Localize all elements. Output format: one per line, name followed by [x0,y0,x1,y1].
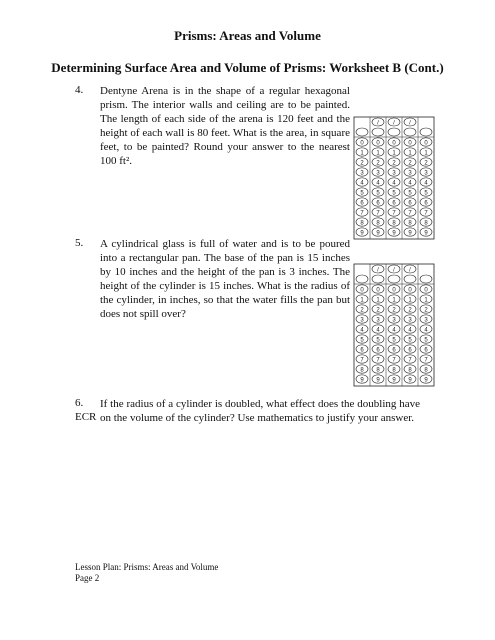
digit-bubble-q5-col-2-3[interactable] [372,315,384,324]
svg-text:0: 0 [392,140,396,147]
svg-text:0: 0 [376,287,380,294]
digit-bubble-q4-col-3-3[interactable] [388,168,400,177]
digit-bubble-q4-col-5-9[interactable] [420,228,432,237]
svg-text:7: 7 [424,357,428,364]
decimal-bubble-q4-col-2[interactable] [372,128,384,136]
digit-bubble-q4-col-1-0[interactable] [356,138,368,147]
digit-bubble-q5-col-1-2[interactable] [356,305,368,314]
decimal-bubble-q5-col-5[interactable] [420,275,432,283]
digit-bubble-q4-col-2-0[interactable] [372,138,384,147]
digit-bubble-q4-col-3-5[interactable] [388,188,400,197]
digit-bubble-q4-col-3-8[interactable] [388,218,400,227]
digit-bubble-q4-col-3-4[interactable] [388,178,400,187]
svg-text:8: 8 [392,220,396,227]
digit-bubble-q4-col-1-7[interactable] [356,208,368,217]
digit-bubble-q4-col-5-7[interactable] [420,208,432,217]
decimal-bubble-q4-col-3[interactable] [388,128,400,136]
svg-text:8: 8 [424,367,428,374]
question-6-number: 6. [75,397,84,409]
digit-bubble-q5-col-3-2[interactable] [388,305,400,314]
decimal-bubble-q4-col-1[interactable] [356,128,368,136]
digit-bubble-q4-col-4-8[interactable] [404,218,416,227]
digit-bubble-q5-col-1-6[interactable] [356,345,368,354]
svg-text:2: 2 [392,307,396,314]
svg-text:1: 1 [376,297,380,304]
svg-text:1: 1 [360,150,364,157]
svg-text:2: 2 [360,307,364,314]
svg-text:1: 1 [392,150,396,157]
digit-bubble-q4-col-2-5[interactable] [372,188,384,197]
digit-bubble-q5-col-1-9[interactable] [356,375,368,384]
question-6-text: If the radius of a cylinder is doubled, what effect does the doubling have on the volume of the cylinder? Use mathematics to justify your answer. [100,398,420,424]
digit-bubble-q5-col-5-9[interactable] [420,375,432,384]
decimal-bubble-q4-col-5[interactable] [420,128,432,136]
digit-bubble-q5-col-4-0[interactable] [404,285,416,294]
digit-bubble-q4-col-5-0[interactable] [420,138,432,147]
digit-bubble-q4-col-5-3[interactable] [420,168,432,177]
digit-bubble-q5-col-2-1[interactable] [372,295,384,304]
svg-text:7: 7 [392,357,396,364]
svg-text:5: 5 [360,337,364,344]
svg-text:5: 5 [376,337,380,344]
svg-text:3: 3 [424,317,428,324]
question-4-number: 4. [75,84,84,96]
digit-bubble-q5-col-1-3[interactable] [356,315,368,324]
digit-bubble-q5-col-4-6[interactable] [404,345,416,354]
answer-grid-question-4[interactable] [352,115,436,237]
svg-text:1: 1 [376,150,380,157]
svg-text:5: 5 [424,190,428,197]
digit-bubble-q4-col-2-6[interactable] [372,198,384,207]
digit-bubble-q4-col-2-1[interactable] [372,148,384,157]
digit-bubble-q4-col-4-1[interactable] [404,148,416,157]
digit-bubble-q4-col-4-7[interactable] [404,208,416,217]
svg-text:4: 4 [392,327,396,334]
svg-text:0: 0 [360,140,364,147]
svg-text:1: 1 [360,297,364,304]
digit-bubble-q4-col-5-6[interactable] [420,198,432,207]
digit-bubble-q5-col-1-5[interactable] [356,335,368,344]
digit-bubble-q4-col-2-7[interactable] [372,208,384,217]
digit-bubble-q4-col-5-8[interactable] [420,218,432,227]
svg-text:5: 5 [408,190,412,197]
svg-text:2: 2 [376,307,380,314]
digit-bubble-q4-col-5-1[interactable] [420,148,432,157]
digit-bubble-q4-col-1-6[interactable] [356,198,368,207]
svg-text:/: / [393,120,395,127]
digit-bubble-q5-col-4-9[interactable] [404,375,416,384]
svg-text:0: 0 [376,140,380,147]
svg-text:8: 8 [392,367,396,374]
digit-bubble-q5-col-5-6[interactable] [420,345,432,354]
svg-text:3: 3 [376,170,380,177]
slash-bubble-q5-col-3[interactable] [388,265,400,274]
svg-text:/: / [377,267,379,274]
svg-text:5: 5 [392,337,396,344]
decimal-bubble-q5-col-4[interactable] [404,275,416,283]
digit-bubble-q4-col-4-9[interactable] [404,228,416,237]
svg-text:0: 0 [424,287,428,294]
digit-bubble-q4-col-1-3[interactable] [356,168,368,177]
digit-bubble-q5-col-1-0[interactable] [356,285,368,294]
digit-bubble-q5-col-1-8[interactable] [356,365,368,374]
svg-text:6: 6 [360,200,364,207]
svg-text:3: 3 [360,170,364,177]
digit-bubble-q5-col-3-3[interactable] [388,315,400,324]
slash-bubble-q4-col-2[interactable] [372,118,384,127]
digit-bubble-q4-col-1-2[interactable] [356,158,368,167]
digit-bubble-q4-col-3-2[interactable] [388,158,400,167]
svg-text:7: 7 [360,357,364,364]
digit-bubble-q4-col-3-7[interactable] [388,208,400,217]
digit-bubble-q5-col-3-5[interactable] [388,335,400,344]
page-title: Prisms: Areas and Volume [174,28,321,43]
digit-bubble-q5-col-3-6[interactable] [388,345,400,354]
svg-text:1: 1 [408,297,412,304]
decimal-bubble-q5-col-2[interactable] [372,275,384,283]
svg-text:3: 3 [360,317,364,324]
digit-bubble-q5-col-5-1[interactable] [420,295,432,304]
digit-bubble-q5-col-3-7[interactable] [388,355,400,364]
digit-bubble-q4-col-2-2[interactable] [372,158,384,167]
svg-text:4: 4 [360,180,364,187]
digit-bubble-q4-col-1-8[interactable] [356,218,368,227]
decimal-bubble-q4-col-4[interactable] [404,128,416,136]
digit-bubble-q5-col-5-3[interactable] [420,315,432,324]
svg-text:4: 4 [392,180,396,187]
svg-text:9: 9 [392,230,396,237]
digit-bubble-q5-col-5-4[interactable] [420,325,432,334]
svg-text:4: 4 [360,327,364,334]
digit-bubble-q4-col-3-9[interactable] [388,228,400,237]
svg-text:3: 3 [392,317,396,324]
svg-text:9: 9 [376,230,380,237]
digit-bubble-q4-col-3-1[interactable] [388,148,400,157]
svg-text:2: 2 [360,160,364,167]
svg-text:/: / [409,120,411,127]
worksheet-subtitle: Determining Surface Area and Volume of Prisms: Worksheet B (Cont.) [51,60,444,75]
digit-bubble-q5-col-3-1[interactable] [388,295,400,304]
svg-text:6: 6 [424,200,428,207]
slash-bubble-q4-col-4[interactable] [404,118,416,127]
svg-text:6: 6 [408,200,412,207]
svg-text:2: 2 [392,160,396,167]
svg-text:5: 5 [392,190,396,197]
svg-text:6: 6 [392,200,396,207]
svg-text:1: 1 [424,297,428,304]
svg-text:9: 9 [408,230,412,237]
svg-text:/: / [409,267,411,274]
slash-bubble-q5-col-2[interactable] [372,265,384,274]
digit-bubble-q4-col-5-2[interactable] [420,158,432,167]
svg-text:7: 7 [408,357,412,364]
svg-text:0: 0 [408,287,412,294]
footer-lesson-plan: Lesson Plan: Prisms: Areas and Volume [75,562,219,572]
svg-text:0: 0 [424,140,428,147]
svg-text:5: 5 [360,190,364,197]
svg-text:8: 8 [360,367,364,374]
digit-bubble-q5-col-2-0[interactable] [372,285,384,294]
digit-bubble-q5-col-1-4[interactable] [356,325,368,334]
digit-bubble-q5-col-3-4[interactable] [388,325,400,334]
svg-text:1: 1 [392,297,396,304]
digit-bubble-q4-col-5-4[interactable] [420,178,432,187]
digit-bubble-q5-col-2-5[interactable] [372,335,384,344]
decimal-bubble-q5-col-1[interactable] [356,275,368,283]
svg-text:8: 8 [408,220,412,227]
digit-bubble-q4-col-1-1[interactable] [356,148,368,157]
digit-bubble-q4-col-3-6[interactable] [388,198,400,207]
digit-bubble-q5-col-2-6[interactable] [372,345,384,354]
svg-text:2: 2 [424,307,428,314]
digit-bubble-q4-col-4-5[interactable] [404,188,416,197]
svg-text:1: 1 [424,150,428,157]
digit-bubble-q4-col-4-0[interactable] [404,138,416,147]
digit-bubble-q5-col-5-5[interactable] [420,335,432,344]
svg-text:9: 9 [424,230,428,237]
svg-text:1: 1 [408,150,412,157]
digit-bubble-q4-col-2-8[interactable] [372,218,384,227]
digit-bubble-q5-col-4-7[interactable] [404,355,416,364]
svg-text:6: 6 [376,347,380,354]
svg-text:7: 7 [424,210,428,217]
svg-text:3: 3 [392,170,396,177]
svg-text:5: 5 [376,190,380,197]
svg-text:7: 7 [392,210,396,217]
digit-bubble-q5-col-4-8[interactable] [404,365,416,374]
svg-text:0: 0 [360,287,364,294]
digit-bubble-q4-col-2-9[interactable] [372,228,384,237]
digit-bubble-q5-col-2-2[interactable] [372,305,384,314]
digit-bubble-q5-col-4-3[interactable] [404,315,416,324]
svg-text:7: 7 [360,210,364,217]
digit-bubble-q4-col-2-3[interactable] [372,168,384,177]
svg-text:4: 4 [424,327,428,334]
svg-text:4: 4 [376,327,380,334]
answer-grid-question-5[interactable] [352,262,436,384]
svg-text:6: 6 [392,347,396,354]
svg-text:7: 7 [376,357,380,364]
svg-text:6: 6 [360,347,364,354]
svg-text:8: 8 [360,220,364,227]
digit-bubble-q4-col-5-5[interactable] [420,188,432,197]
digit-bubble-q4-col-3-0[interactable] [388,138,400,147]
digit-bubble-q4-col-4-4[interactable] [404,178,416,187]
digit-bubble-q5-col-3-8[interactable] [388,365,400,374]
digit-bubble-q4-col-4-2[interactable] [404,158,416,167]
svg-text:9: 9 [376,377,380,384]
svg-text:4: 4 [408,180,412,187]
svg-text:4: 4 [424,180,428,187]
svg-text:2: 2 [408,307,412,314]
svg-text:4: 4 [408,327,412,334]
digit-bubble-q5-col-2-7[interactable] [372,355,384,364]
digit-bubble-q5-col-2-9[interactable] [372,375,384,384]
slash-bubble-q4-col-3[interactable] [388,118,400,127]
question-5-text: A cylindrical glass is full of water and is to be poured into a rectangular pan. The base of the pan is 15 inches by 10 inches and the height of the pan is 3 inches. The height of the cylinder is 15 inches. What is the radius of the cylinder, in inches, so that the water fills the pan but does not spill over? [100,238,350,320]
digit-bubble-q4-col-1-4[interactable] [356,178,368,187]
svg-text:2: 2 [376,160,380,167]
svg-text:3: 3 [424,170,428,177]
digit-bubble-q5-col-3-9[interactable] [388,375,400,384]
digit-bubble-q5-col-5-0[interactable] [420,285,432,294]
svg-text:9: 9 [392,377,396,384]
svg-text:0: 0 [392,287,396,294]
svg-text:6: 6 [376,200,380,207]
digit-bubble-q5-col-1-1[interactable] [356,295,368,304]
question-6-tag: ECR [75,411,97,423]
svg-text:0: 0 [408,140,412,147]
digit-bubble-q5-col-5-7[interactable] [420,355,432,364]
svg-text:3: 3 [376,317,380,324]
digit-bubble-q5-col-1-7[interactable] [356,355,368,364]
svg-text:7: 7 [408,210,412,217]
svg-text:5: 5 [408,337,412,344]
svg-text:6: 6 [424,347,428,354]
question-4-text: Dentyne Arena is in the shape of a regular hexagonal prism. The interior walls and ceiling are to be painted. The length of each side of the arena is 120 feet and the height of each wall is 80 feet. What is the area, in square feet, to be painted? Round your answer to the nearest 100 ft². [100,85,350,167]
digit-bubble-q5-col-2-4[interactable] [372,325,384,334]
svg-text:/: / [377,120,379,127]
digit-bubble-q4-col-4-6[interactable] [404,198,416,207]
digit-bubble-q5-col-3-0[interactable] [388,285,400,294]
svg-text:8: 8 [376,220,380,227]
digit-bubble-q4-col-4-3[interactable] [404,168,416,177]
slash-bubble-q5-col-4[interactable] [404,265,416,274]
svg-text:6: 6 [408,347,412,354]
decimal-bubble-q5-col-3[interactable] [388,275,400,283]
digit-bubble-q5-col-4-4[interactable] [404,325,416,334]
svg-text:7: 7 [376,210,380,217]
digit-bubble-q5-col-5-2[interactable] [420,305,432,314]
question-5-number: 5. [75,237,84,249]
svg-text:2: 2 [408,160,412,167]
digit-bubble-q4-col-2-4[interactable] [372,178,384,187]
svg-text:/: / [393,267,395,274]
svg-text:3: 3 [408,317,412,324]
svg-text:9: 9 [360,377,364,384]
svg-text:8: 8 [408,367,412,374]
digit-bubble-q4-col-1-9[interactable] [356,228,368,237]
svg-text:9: 9 [408,377,412,384]
svg-text:8: 8 [424,220,428,227]
svg-text:3: 3 [408,170,412,177]
footer-page-number: Page 2 [75,573,100,583]
digit-bubble-q5-col-4-1[interactable] [404,295,416,304]
digit-bubble-q5-col-5-8[interactable] [420,365,432,374]
svg-text:2: 2 [424,160,428,167]
digit-bubble-q5-col-4-5[interactable] [404,335,416,344]
svg-text:9: 9 [424,377,428,384]
svg-text:5: 5 [424,337,428,344]
svg-text:4: 4 [376,180,380,187]
digit-bubble-q5-col-2-8[interactable] [372,365,384,374]
svg-text:8: 8 [376,367,380,374]
digit-bubble-q5-col-4-2[interactable] [404,305,416,314]
digit-bubble-q4-col-1-5[interactable] [356,188,368,197]
svg-text:9: 9 [360,230,364,237]
